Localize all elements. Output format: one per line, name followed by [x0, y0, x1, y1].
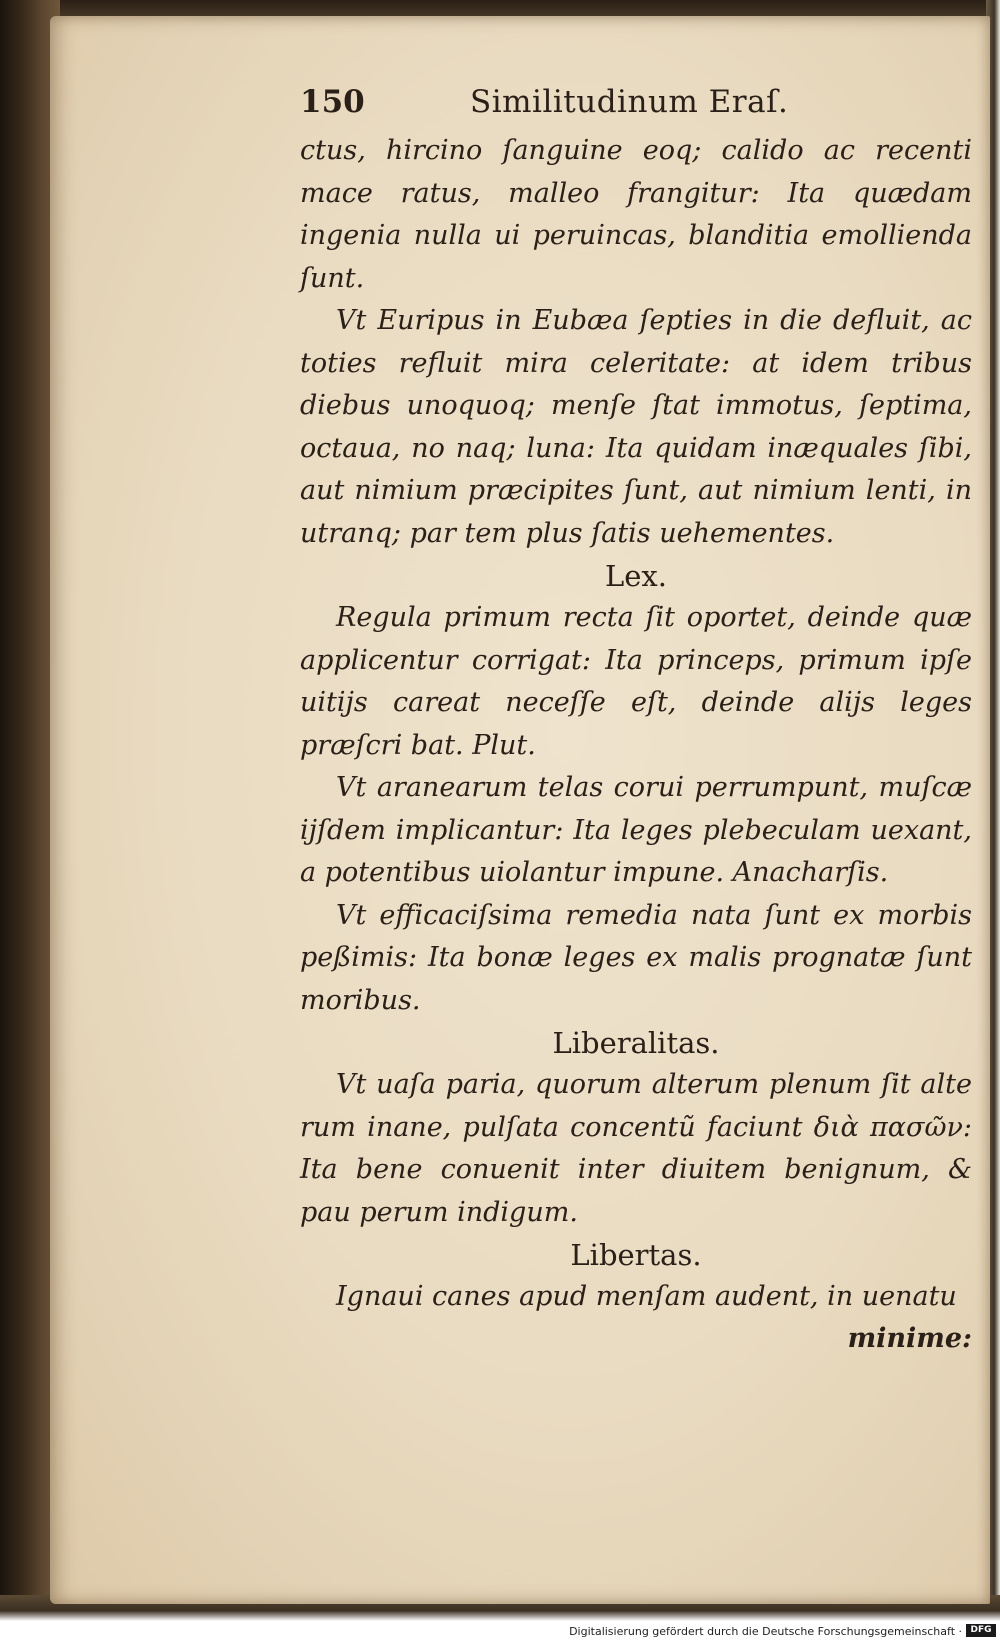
- section-heading-liberalitas: Liberalitas.: [552, 1026, 720, 1060]
- digitization-footer: [0, 1621, 1000, 1641]
- paragraph-uasa: Vt uaſa paria, quorum alterum plenum ſit alte rum inane, pulſata concentũ faciunt διὰ πασῶν: Ita bene conuenit inter diuitem benignum, & pau perum indigum.: [300, 1069, 972, 1228]
- paragraph-aranearum: Vt aranearum telas corui perrumpunt, muſcæ ijſdem implicantur: Ita leges plebeculam uexant, a potentibus uiolantur impune. Anacharſis.: [300, 772, 972, 888]
- paragraph-remedia: Vt efficaciſsima remedia nata ſunt ex morbis peßimis: Ita bonæ leges ex malis prognatæ ſunt moribus.: [300, 899, 972, 1016]
- paragraph-euripus: Vt Euripus in Eubæa ſepties in die defluit, ac toties refluit mira celeritate: at idem tribus diebus unoquoq; menſe ſtat immotus, ſeptima, octaua, no naq; luna: Ita quidam inæquales ſibi, aut nimium præcipites ſunt, aut nimium lenti, in utranq; par tem plus ſatis uehementes.: [300, 305, 972, 549]
- funding-credit: Digitalisierung gefördert durch die Deutsche Forschungsgemeinschaft ·: [569, 1625, 962, 1638]
- running-title: Similitudinum Eraſ.: [470, 84, 789, 120]
- section-heading-lex: Lex.: [605, 559, 667, 593]
- dfg-logo-icon: DFG: [966, 1624, 996, 1637]
- catchword: minime:: [847, 1322, 972, 1354]
- paragraph-continued: ctus, hircino ſanguine eoq; calido ac recenti mace ratus, malleo frangitur: Ita quædam ingenia nulla ui peruincas, blanditia emollienda ſunt.: [300, 135, 972, 294]
- paragraph-ignaui: Ignaui canes apud menſam audent, in uenatu: [336, 1281, 957, 1312]
- running-header: [300, 84, 972, 126]
- page-number: 150: [300, 84, 365, 120]
- section-heading-libertas: Libertas.: [570, 1238, 702, 1272]
- page-text: [300, 84, 972, 1359]
- paragraph-regula: Regula primum recta ſit oportet, deinde quæ applicentur corrigat: Ita princeps, primum ipſe uitijs careat neceſſe eſt, deinde alijs leges præſcri bat. Plut.: [300, 602, 972, 761]
